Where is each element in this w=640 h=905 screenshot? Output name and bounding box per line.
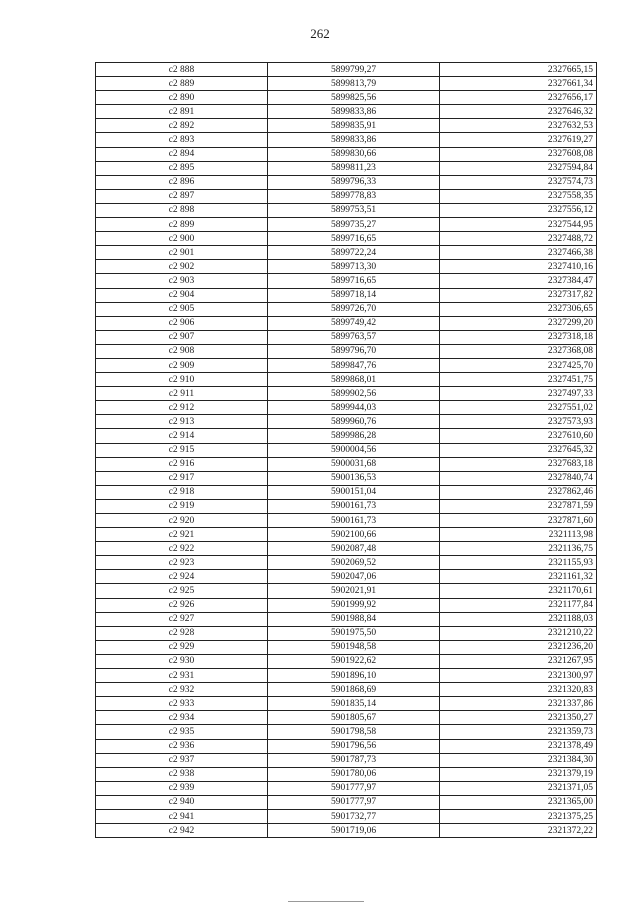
x-coordinate-cell: 5901988,84	[268, 612, 440, 626]
y-coordinate-cell: 2327871,59	[440, 499, 597, 513]
table-row	[96, 91, 597, 105]
x-coordinate-cell: 5899722,24	[268, 246, 440, 260]
table-row	[96, 739, 597, 753]
table-row	[96, 373, 597, 387]
table-row	[96, 612, 597, 626]
x-coordinate-cell: 5901732,77	[268, 809, 440, 823]
table-row	[96, 429, 597, 443]
table-row	[96, 781, 597, 795]
x-coordinate-cell: 5899735,27	[268, 218, 440, 232]
x-coordinate-cell: 5902021,91	[268, 584, 440, 598]
x-coordinate-cell: 5899847,76	[268, 358, 440, 372]
table-row	[96, 725, 597, 739]
point-id-cell: с2 931	[96, 669, 268, 683]
y-coordinate-cell: 2321375,25	[440, 809, 597, 823]
footer-rule	[288, 901, 364, 902]
point-id-cell: с2 897	[96, 189, 268, 203]
x-coordinate-cell: 5901835,14	[268, 697, 440, 711]
x-coordinate-cell: 5899799,27	[268, 63, 440, 77]
point-id-cell: с2 905	[96, 302, 268, 316]
table-row	[96, 330, 597, 344]
table-row	[96, 654, 597, 668]
x-coordinate-cell: 5902100,66	[268, 528, 440, 542]
y-coordinate-cell: 2327425,70	[440, 358, 597, 372]
table-row	[96, 260, 597, 274]
y-coordinate-cell: 2327656,17	[440, 91, 597, 105]
point-id-cell: с2 933	[96, 697, 268, 711]
point-id-cell: с2 926	[96, 598, 268, 612]
y-coordinate-cell: 2327318,18	[440, 330, 597, 344]
x-coordinate-cell: 5899726,70	[268, 302, 440, 316]
x-coordinate-cell: 5899835,91	[268, 119, 440, 133]
y-coordinate-cell: 2321337,86	[440, 697, 597, 711]
point-id-cell: с2 908	[96, 344, 268, 358]
table-row	[96, 697, 597, 711]
y-coordinate-cell: 2327558,35	[440, 189, 597, 203]
table-row	[96, 443, 597, 457]
table-row	[96, 175, 597, 189]
x-coordinate-cell: 5899960,76	[268, 415, 440, 429]
point-id-cell: с2 899	[96, 218, 268, 232]
y-coordinate-cell: 2321161,32	[440, 570, 597, 584]
y-coordinate-cell: 2321359,73	[440, 725, 597, 739]
point-id-cell: с2 902	[96, 260, 268, 274]
y-coordinate-cell: 2327410,16	[440, 260, 597, 274]
x-coordinate-cell: 5901922,62	[268, 654, 440, 668]
table-row	[96, 189, 597, 203]
table-row	[96, 147, 597, 161]
y-coordinate-cell: 2321371,05	[440, 781, 597, 795]
point-id-cell: с2 914	[96, 429, 268, 443]
table-row	[96, 246, 597, 260]
table-row	[96, 542, 597, 556]
table-row	[96, 161, 597, 175]
point-id-cell: с2 915	[96, 443, 268, 457]
x-coordinate-cell: 5899796,33	[268, 175, 440, 189]
point-id-cell: с2 927	[96, 612, 268, 626]
point-id-cell: с2 938	[96, 767, 268, 781]
x-coordinate-cell: 5899763,57	[268, 330, 440, 344]
table-row	[96, 556, 597, 570]
x-coordinate-cell: 5899868,01	[268, 373, 440, 387]
point-id-cell: с2 937	[96, 753, 268, 767]
point-id-cell: с2 924	[96, 570, 268, 584]
x-coordinate-cell: 5900136,53	[268, 471, 440, 485]
table-row	[96, 753, 597, 767]
x-coordinate-cell: 5901975,50	[268, 626, 440, 640]
point-id-cell: с2 917	[96, 471, 268, 485]
table-row	[96, 232, 597, 246]
y-coordinate-cell: 2327551,02	[440, 401, 597, 415]
point-id-cell: с2 904	[96, 288, 268, 302]
y-coordinate-cell: 2321267,95	[440, 654, 597, 668]
x-coordinate-cell: 5901719,06	[268, 824, 440, 838]
table-row	[96, 119, 597, 133]
point-id-cell: с2 916	[96, 457, 268, 471]
y-coordinate-cell: 2327610,60	[440, 429, 597, 443]
point-id-cell: с2 920	[96, 514, 268, 528]
table-row	[96, 669, 597, 683]
point-id-cell: с2 890	[96, 91, 268, 105]
x-coordinate-cell: 5901777,97	[268, 781, 440, 795]
point-id-cell: с2 925	[96, 584, 268, 598]
y-coordinate-cell: 2327619,27	[440, 133, 597, 147]
x-coordinate-cell: 5899718,14	[268, 288, 440, 302]
x-coordinate-cell: 5901798,58	[268, 725, 440, 739]
point-id-cell: с2 932	[96, 683, 268, 697]
x-coordinate-cell: 5899749,42	[268, 316, 440, 330]
point-id-cell: с2 934	[96, 711, 268, 725]
point-id-cell: с2 906	[96, 316, 268, 330]
table-row	[96, 203, 597, 217]
y-coordinate-cell: 2321379,19	[440, 767, 597, 781]
x-coordinate-cell: 5900161,73	[268, 499, 440, 513]
y-coordinate-cell: 2327573,93	[440, 415, 597, 429]
table-row	[96, 218, 597, 232]
y-coordinate-cell: 2321177,84	[440, 598, 597, 612]
y-coordinate-cell: 2327466,38	[440, 246, 597, 260]
point-id-cell: с2 939	[96, 781, 268, 795]
table-row	[96, 485, 597, 499]
table-row	[96, 401, 597, 415]
point-id-cell: с2 940	[96, 795, 268, 809]
point-id-cell: с2 901	[96, 246, 268, 260]
point-id-cell: с2 893	[96, 133, 268, 147]
x-coordinate-cell: 5901777,97	[268, 795, 440, 809]
x-coordinate-cell: 5899753,51	[268, 203, 440, 217]
y-coordinate-cell: 2327871,60	[440, 514, 597, 528]
x-coordinate-cell: 5902087,48	[268, 542, 440, 556]
y-coordinate-cell: 2321365,00	[440, 795, 597, 809]
point-id-cell: с2 918	[96, 485, 268, 499]
y-coordinate-cell: 2327645,32	[440, 443, 597, 457]
table-row	[96, 105, 597, 119]
point-id-cell: с2 900	[96, 232, 268, 246]
y-coordinate-cell: 2327317,82	[440, 288, 597, 302]
coordinates-table	[95, 62, 597, 838]
table-row	[96, 809, 597, 823]
page-number: 262	[310, 26, 330, 41]
y-coordinate-cell: 2327862,46	[440, 485, 597, 499]
y-coordinate-cell: 2327665,15	[440, 63, 597, 77]
table-row	[96, 767, 597, 781]
y-coordinate-cell: 2327488,72	[440, 232, 597, 246]
point-id-cell: с2 889	[96, 77, 268, 91]
x-coordinate-cell: 5900161,73	[268, 514, 440, 528]
x-coordinate-cell: 5899833,86	[268, 105, 440, 119]
point-id-cell: с2 913	[96, 415, 268, 429]
table-row	[96, 824, 597, 838]
x-coordinate-cell: 5899811,23	[268, 161, 440, 175]
y-coordinate-cell: 2327632,53	[440, 119, 597, 133]
point-id-cell: с2 936	[96, 739, 268, 753]
point-id-cell: с2 892	[96, 119, 268, 133]
table-row	[96, 316, 597, 330]
x-coordinate-cell: 5899986,28	[268, 429, 440, 443]
x-coordinate-cell: 5901805,67	[268, 711, 440, 725]
point-id-cell: с2 891	[96, 105, 268, 119]
table-row	[96, 415, 597, 429]
table-row	[96, 795, 597, 809]
y-coordinate-cell: 2327299,20	[440, 316, 597, 330]
x-coordinate-cell: 5901796,56	[268, 739, 440, 753]
x-coordinate-cell: 5899716,65	[268, 274, 440, 288]
x-coordinate-cell: 5901780,06	[268, 767, 440, 781]
y-coordinate-cell: 2321155,93	[440, 556, 597, 570]
y-coordinate-cell: 2327544,95	[440, 218, 597, 232]
table-row	[96, 640, 597, 654]
y-coordinate-cell: 2327608,08	[440, 147, 597, 161]
x-coordinate-cell: 5899778,83	[268, 189, 440, 203]
table-row	[96, 584, 597, 598]
table-row	[96, 471, 597, 485]
table-row	[96, 499, 597, 513]
x-coordinate-cell: 5899713,30	[268, 260, 440, 274]
x-coordinate-cell: 5899716,65	[268, 232, 440, 246]
x-coordinate-cell: 5899944,03	[268, 401, 440, 415]
x-coordinate-cell: 5901868,69	[268, 683, 440, 697]
point-id-cell: с2 896	[96, 175, 268, 189]
table-row	[96, 683, 597, 697]
y-coordinate-cell: 2321350,27	[440, 711, 597, 725]
point-id-cell: с2 912	[96, 401, 268, 415]
point-id-cell: с2 930	[96, 654, 268, 668]
y-coordinate-cell: 2321113,98	[440, 528, 597, 542]
y-coordinate-cell: 2327594,84	[440, 161, 597, 175]
table-row	[96, 528, 597, 542]
point-id-cell: с2 910	[96, 373, 268, 387]
x-coordinate-cell: 5900031,68	[268, 457, 440, 471]
y-coordinate-cell: 2327451,75	[440, 373, 597, 387]
table-row	[96, 711, 597, 725]
table-row	[96, 457, 597, 471]
x-coordinate-cell: 5900004,56	[268, 443, 440, 457]
point-id-cell: с2 911	[96, 387, 268, 401]
table-row	[96, 358, 597, 372]
table-row	[96, 626, 597, 640]
coordinates-table-body	[96, 63, 597, 838]
y-coordinate-cell: 2321372,22	[440, 824, 597, 838]
y-coordinate-cell: 2327306,65	[440, 302, 597, 316]
y-coordinate-cell: 2327497,33	[440, 387, 597, 401]
x-coordinate-cell: 5899830,66	[268, 147, 440, 161]
x-coordinate-cell: 5899833,86	[268, 133, 440, 147]
point-id-cell: с2 909	[96, 358, 268, 372]
table-row	[96, 514, 597, 528]
y-coordinate-cell: 2321170,61	[440, 584, 597, 598]
point-id-cell: с2 928	[96, 626, 268, 640]
point-id-cell: с2 888	[96, 63, 268, 77]
y-coordinate-cell: 2321378,49	[440, 739, 597, 753]
x-coordinate-cell: 5901787,73	[268, 753, 440, 767]
y-coordinate-cell: 2327368,08	[440, 344, 597, 358]
x-coordinate-cell: 5899796,70	[268, 344, 440, 358]
table-row	[96, 387, 597, 401]
y-coordinate-cell: 2321384,30	[440, 753, 597, 767]
point-id-cell: с2 921	[96, 528, 268, 542]
y-coordinate-cell: 2321136,75	[440, 542, 597, 556]
table-row	[96, 63, 597, 77]
point-id-cell: с2 895	[96, 161, 268, 175]
y-coordinate-cell: 2327661,34	[440, 77, 597, 91]
point-id-cell: с2 894	[96, 147, 268, 161]
x-coordinate-cell: 5901999,92	[268, 598, 440, 612]
point-id-cell: с2 923	[96, 556, 268, 570]
point-id-cell: с2 922	[96, 542, 268, 556]
y-coordinate-cell: 2321188,03	[440, 612, 597, 626]
y-coordinate-cell: 2327556,12	[440, 203, 597, 217]
table-row	[96, 77, 597, 91]
table-row	[96, 133, 597, 147]
y-coordinate-cell: 2321320,83	[440, 683, 597, 697]
point-id-cell: с2 898	[96, 203, 268, 217]
point-id-cell: с2 903	[96, 274, 268, 288]
table-row	[96, 274, 597, 288]
x-coordinate-cell: 5901896,10	[268, 669, 440, 683]
point-id-cell: с2 935	[96, 725, 268, 739]
point-id-cell: с2 907	[96, 330, 268, 344]
table-row	[96, 302, 597, 316]
y-coordinate-cell: 2321210,22	[440, 626, 597, 640]
y-coordinate-cell: 2327683,18	[440, 457, 597, 471]
x-coordinate-cell: 5899902,56	[268, 387, 440, 401]
y-coordinate-cell: 2321300,97	[440, 669, 597, 683]
point-id-cell: с2 919	[96, 499, 268, 513]
x-coordinate-cell: 5902069,52	[268, 556, 440, 570]
point-id-cell: с2 929	[96, 640, 268, 654]
y-coordinate-cell: 2327646,32	[440, 105, 597, 119]
x-coordinate-cell: 5901948,58	[268, 640, 440, 654]
point-id-cell: с2 941	[96, 809, 268, 823]
table-row	[96, 288, 597, 302]
point-id-cell: с2 942	[96, 824, 268, 838]
x-coordinate-cell: 5902047,06	[268, 570, 440, 584]
table-row	[96, 344, 597, 358]
table-row	[96, 570, 597, 584]
y-coordinate-cell: 2327840,74	[440, 471, 597, 485]
y-coordinate-cell: 2321236,20	[440, 640, 597, 654]
y-coordinate-cell: 2327574,73	[440, 175, 597, 189]
x-coordinate-cell: 5899825,56	[268, 91, 440, 105]
table-row	[96, 598, 597, 612]
x-coordinate-cell: 5899813,79	[268, 77, 440, 91]
y-coordinate-cell: 2327384,47	[440, 274, 597, 288]
x-coordinate-cell: 5900151,04	[268, 485, 440, 499]
